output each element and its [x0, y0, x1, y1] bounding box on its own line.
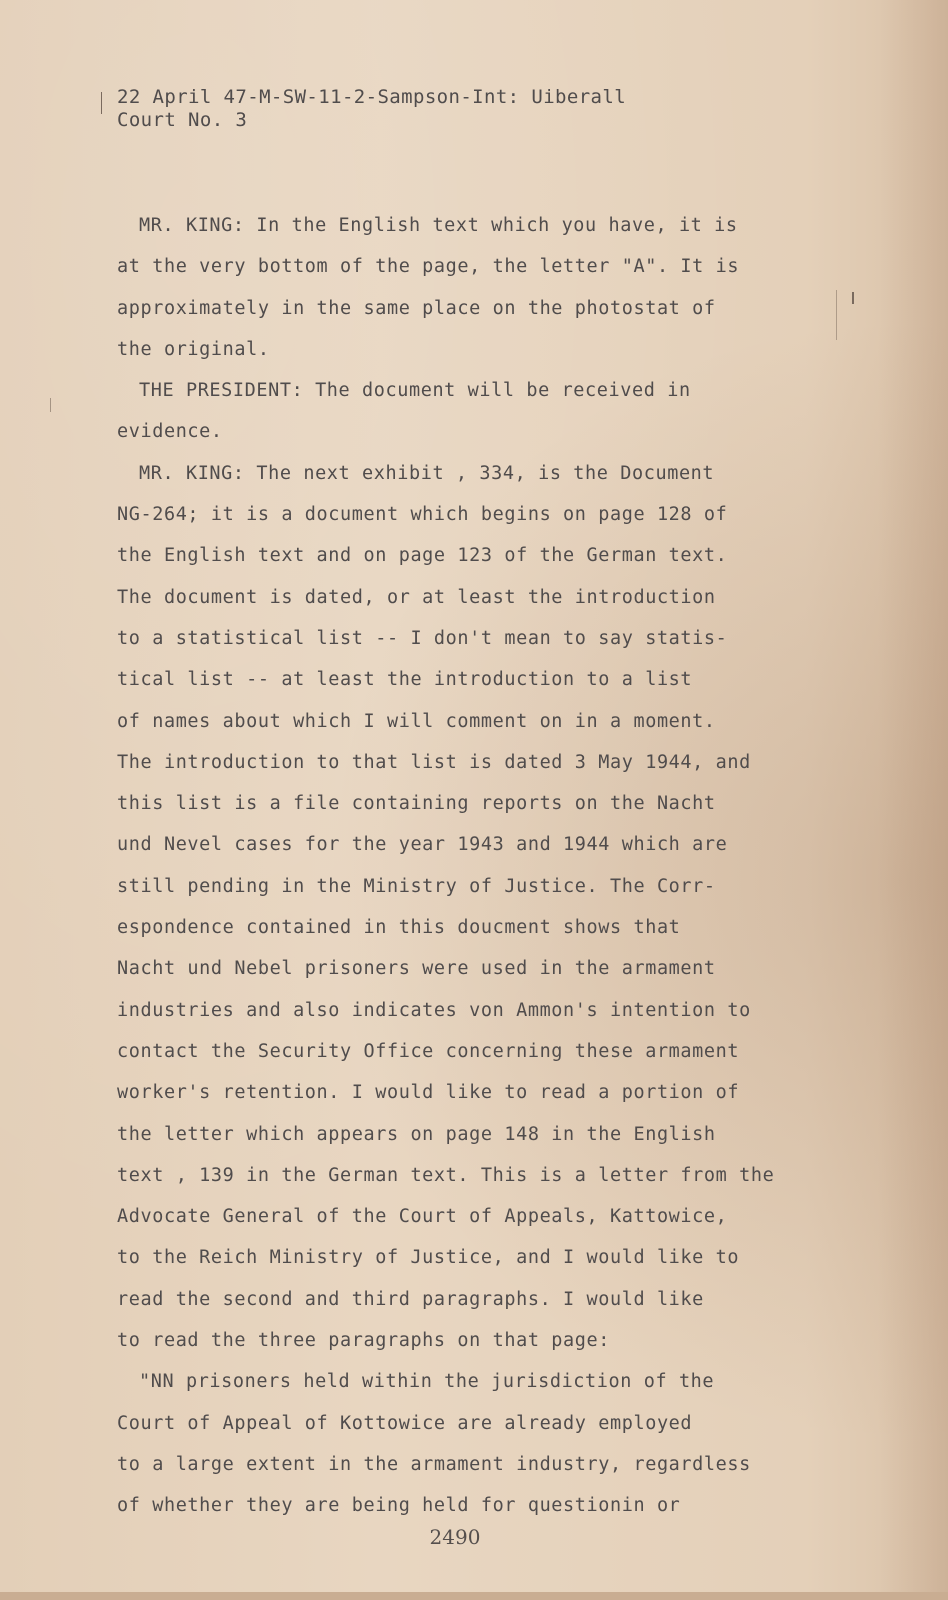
- text-line: the letter which appears on page 148 in the English: [117, 1123, 716, 1145]
- text-line: espondence contained in this doucment shows that: [117, 917, 681, 939]
- text-line: of whether they are being held for questionin or: [117, 1495, 681, 1517]
- text-line: worker's retention. I would like to read a portion of: [117, 1082, 740, 1104]
- paper-edge-shadow: [878, 0, 948, 1600]
- text-line: of names about which I will comment on in a moment.: [117, 710, 716, 732]
- text-line: approximately in the same place on the photostat of: [117, 297, 716, 319]
- text-line: contact the Security Office concerning these armament: [117, 1040, 740, 1062]
- text-line: the original.: [117, 338, 270, 360]
- text-line: The document is dated, or at least the introduction: [117, 586, 716, 608]
- text-line: industries and also indicates von Ammon's intention to: [117, 999, 751, 1021]
- text-line: the English text and on page 123 of the German text.: [117, 545, 728, 567]
- text-line: to a statistical list -- I don't mean to say statis-: [117, 627, 728, 649]
- text-line: still pending in the Ministry of Justice. The Corr-: [117, 875, 716, 897]
- text-line: NG-264; it is a document which begins on page 128 of: [117, 504, 728, 526]
- text-line: to a large extent in the armament industry, regardless: [117, 1453, 751, 1475]
- text-line: tical list -- at least the introduction to a list: [117, 669, 693, 691]
- header-reference-line: 22 April 47-M-SW-11-2-Sampson-Int: Uiberall: [117, 86, 627, 108]
- margin-mark: [50, 398, 51, 412]
- text-line: text , 139 in the German text. This is a letter from the: [117, 1164, 775, 1186]
- margin-mark: [101, 92, 102, 114]
- text-line: Nacht und Nebel prisoners were used in the armament: [117, 958, 716, 980]
- text-line: this list is a file containing reports on the Nacht: [117, 793, 716, 815]
- text-line: to the Reich Ministry of Justice, and I would like to: [117, 1247, 740, 1269]
- text-line: at the very bottom of the page, the letter "A". It is: [117, 256, 740, 278]
- margin-mark: [852, 292, 854, 304]
- text-line: "NN prisoners held within the jurisdiction of the: [139, 1371, 715, 1393]
- text-line: evidence.: [117, 421, 223, 443]
- text-line: read the second and third paragraphs. I would like: [117, 1288, 704, 1310]
- text-line: MR. KING: In the English text which you have, it is: [139, 215, 738, 236]
- text-line: Advocate General of the Court of Appeals, Kattowice,: [117, 1206, 728, 1228]
- document-header: [117, 86, 626, 132]
- page-number: 2490: [429, 1525, 481, 1549]
- header-court-line: Court No. 3: [117, 109, 248, 131]
- margin-mark: [836, 290, 837, 340]
- text-line: The introduction to that list is dated 3 May 1944, and: [117, 751, 751, 773]
- paper-bottom-edge: [0, 1592, 948, 1600]
- text-line: und Nevel cases for the year 1943 and 1944 which are: [117, 834, 728, 856]
- text-line: MR. KING: The next exhibit , 334, is the Document: [139, 462, 715, 484]
- transcript-body: [117, 205, 807, 1527]
- text-line: Court of Appeal of Kottowice are already employed: [117, 1412, 693, 1434]
- text-line: to read the three paragraphs on that page:: [117, 1330, 610, 1352]
- text-line: THE PRESIDENT: The document will be received in: [139, 380, 691, 402]
